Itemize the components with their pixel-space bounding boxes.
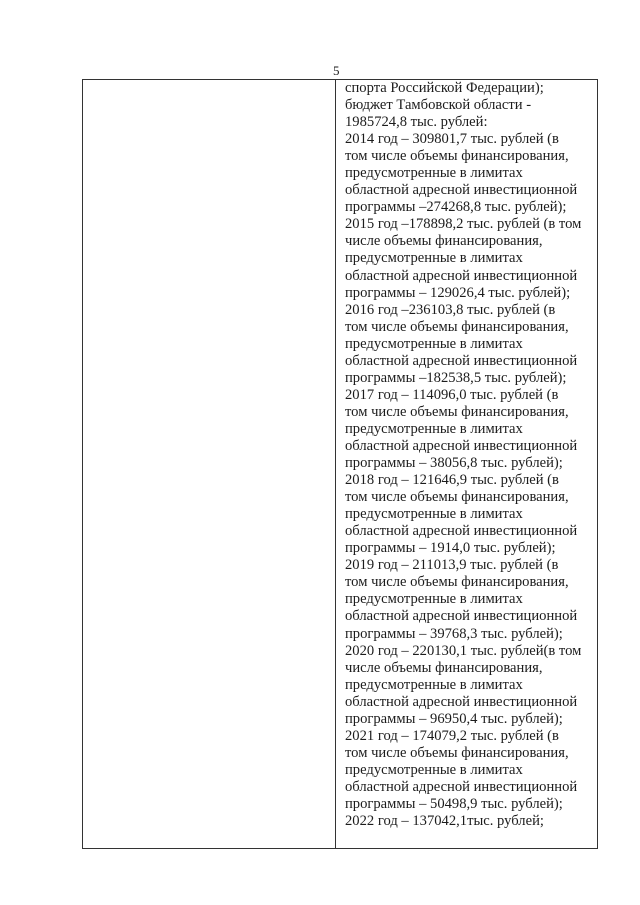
- text-line: предусмотренные в лимитах: [345, 761, 523, 778]
- text-line: 2018 год – 121646,9 тыс. рублей (в: [345, 472, 559, 489]
- page-number: 5: [333, 63, 340, 78]
- text-line: областной адресной инвестиционной: [345, 523, 578, 540]
- text-line: областной адресной инвестиционной: [345, 693, 578, 710]
- text-line: 2014 год – 309801,7 тыс. рублей (в: [345, 131, 559, 148]
- text-line: 2016 год –236103,8 тыс. рублей (в: [345, 301, 556, 318]
- text-line: числе объемы финансирования,: [345, 659, 543, 676]
- text-line: 2022 год – 137042,1тыс. рублей;: [345, 813, 544, 830]
- text-line: 2019 год – 211013,9 тыс. рублей (в: [345, 557, 559, 574]
- text-line: числе объемы финансирования,: [345, 233, 543, 250]
- text-line: 2015 год –178898,2 тыс. рублей (в том: [345, 216, 582, 233]
- text-line: предусмотренные в лимитах: [345, 591, 523, 608]
- text-line: предусмотренные в лимитах: [345, 420, 523, 437]
- text-line: том числе объемы финансирования,: [345, 744, 569, 761]
- text-line: областной адресной инвестиционной: [345, 182, 578, 199]
- text-line: программы –274268,8 тыс. рублей);: [345, 199, 567, 216]
- column-divider: [335, 80, 336, 848]
- text-line: областной адресной инвестиционной: [345, 437, 578, 454]
- text-line: спорта Российской Федерации);: [345, 80, 544, 96]
- text-line: программы – 39768,3 тыс. рублей);: [345, 625, 563, 642]
- text-line: предусмотренные в лимитах: [345, 335, 523, 352]
- text-line: областной адресной инвестиционной: [345, 267, 578, 284]
- text-line: предусмотренные в лимитах: [345, 165, 523, 182]
- text-line: областной адресной инвестиционной: [345, 352, 578, 369]
- text-line: 2021 год – 174079,2 тыс. рублей (в: [345, 727, 559, 744]
- text-line: программы –182538,5 тыс. рублей);: [345, 369, 567, 386]
- text-line: программы – 1914,0 тыс. рублей);: [345, 540, 556, 557]
- text-line: областной адресной инвестиционной: [345, 778, 578, 795]
- text-line: том числе объемы финансирования,: [345, 148, 569, 165]
- text-line: программы – 38056,8 тыс. рублей);: [345, 455, 563, 472]
- text-line: предусмотренные в лимитах: [345, 676, 523, 693]
- text-line: предусмотренные в лимитах: [345, 506, 523, 523]
- text-line: программы – 129026,4 тыс. рублей);: [345, 284, 571, 301]
- text-line: предусмотренные в лимитах: [345, 250, 523, 267]
- text-line: 2017 год – 114096,0 тыс. рублей (в: [345, 386, 559, 403]
- text-line: том числе объемы финансирования,: [345, 318, 569, 335]
- document-table: [82, 79, 598, 849]
- text-line: областной адресной инвестиционной: [345, 608, 578, 625]
- text-line: том числе объемы финансирования,: [345, 403, 569, 420]
- text-line: программы – 50498,9 тыс. рублей);: [345, 795, 563, 812]
- text-line: бюджет Тамбовской области -: [345, 97, 532, 114]
- text-line: том числе объемы финансирования,: [345, 489, 569, 506]
- text-line: программы – 96950,4 тыс. рублей);: [345, 710, 563, 727]
- text-line: том числе объемы финансирования,: [345, 574, 569, 591]
- text-line: 2020 год – 220130,1 тыс. рублей(в том: [345, 642, 582, 659]
- table-right-cell: [345, 80, 593, 848]
- text-line: 1985724,8 тыс. рублей:: [345, 114, 488, 131]
